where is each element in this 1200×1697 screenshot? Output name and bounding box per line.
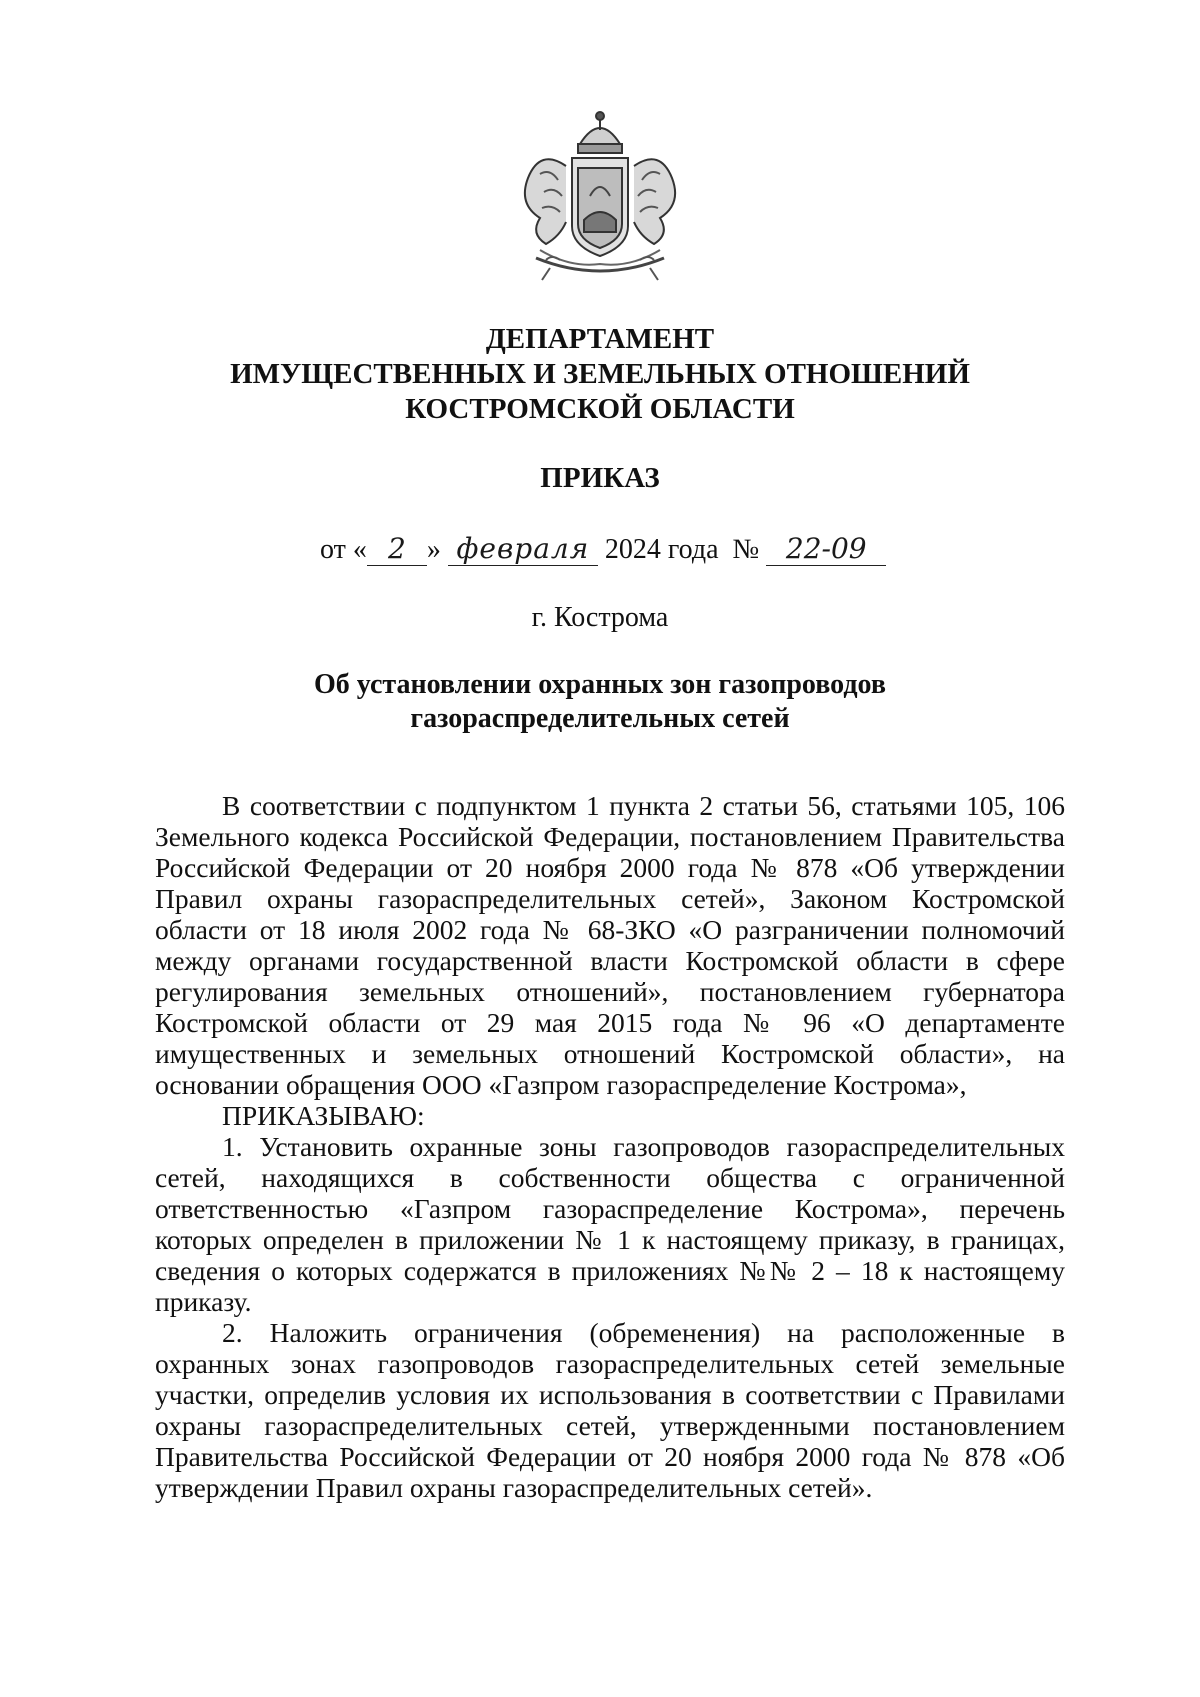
item-2-paragraph: 2. Наложить ограничения (обременения) на расположенные в охранных зонах газопроводов газораспределительных сетей земельные участки, определив условия их использования в соответствии с Правилами охраны газораспределительных сетей, утвержденными постановлением Правительства Российской Федерации от 20 ноября 2000 года № 878 «Об утверждении Правил охраны газораспределительных сетей». <box>155 1317 1065 1503</box>
year-text: 2024 года <box>604 534 719 565</box>
header-line-2: ИМУЩЕСТВЕННЫХ И ЗЕМЕЛЬНЫХ ОТНОШЕНИЙ <box>230 358 970 390</box>
city-line: г. Кострома <box>531 602 669 633</box>
coat-of-arms-emblem <box>500 108 700 286</box>
coat-of-arms-icon <box>500 108 700 286</box>
handwritten-month: февраля <box>448 532 598 566</box>
date-quote-close: » <box>426 534 441 565</box>
order-word: ПРИКАЗЫВАЮ: <box>222 1100 425 1131</box>
order-body <box>155 790 1065 1503</box>
handwritten-day: 2 <box>367 532 427 566</box>
number-sign: № <box>732 534 760 565</box>
date-prefix: от « <box>320 534 367 565</box>
handwritten-order-number: 22-09 <box>766 532 886 566</box>
header-line-1: ДЕПАРТАМЕНТ <box>485 323 715 355</box>
item-1-paragraph: 1. Установить охранные зоны газопроводов газораспределительных сетей, находящихся в собственности общества с ограниченной ответственностью «Газпром газораспределение Кострома», перечень которых определен в приложении № 1 к настоящему приказу, в границах, сведения о которых содержатся в приложениях №№ 2 – 18 к настоящему приказу. <box>155 1131 1065 1317</box>
header-line-3: КОСТРОМСКОЙ ОБЛАСТИ <box>405 393 795 425</box>
subject-line-1: Об установлении охранных зон газопроводов <box>314 669 886 700</box>
subject-line-2: газораспределительных сетей <box>410 703 790 734</box>
department-header <box>0 322 1200 427</box>
preamble-paragraph: В соответствии с подпунктом 1 пункта 2 статьи 56, статьями 105, 106 Земельного кодекса Российской Федерации, постановлением Правительства Российской Федерации от 20 ноября 2000 года № 878 «Об утверждении Правил охраны газораспределительных сетей», Законом Костромской области от 18 июля 2002 года № 68-ЗКО «О разграничении полномочий между органами государственной власти Костромской области в сфере регулирования земельных отношений», постановлением губернатора Костромской области от 29 мая 2015 года № 96 «О департаменте имущественных и земельных отношений Костромской области», на основании обращения ООО «Газпром газораспределение Кострома», <box>155 790 1065 1100</box>
document-type-title: ПРИКАЗ <box>540 462 660 494</box>
order-subject <box>0 668 1200 736</box>
date-number-line <box>320 532 940 566</box>
